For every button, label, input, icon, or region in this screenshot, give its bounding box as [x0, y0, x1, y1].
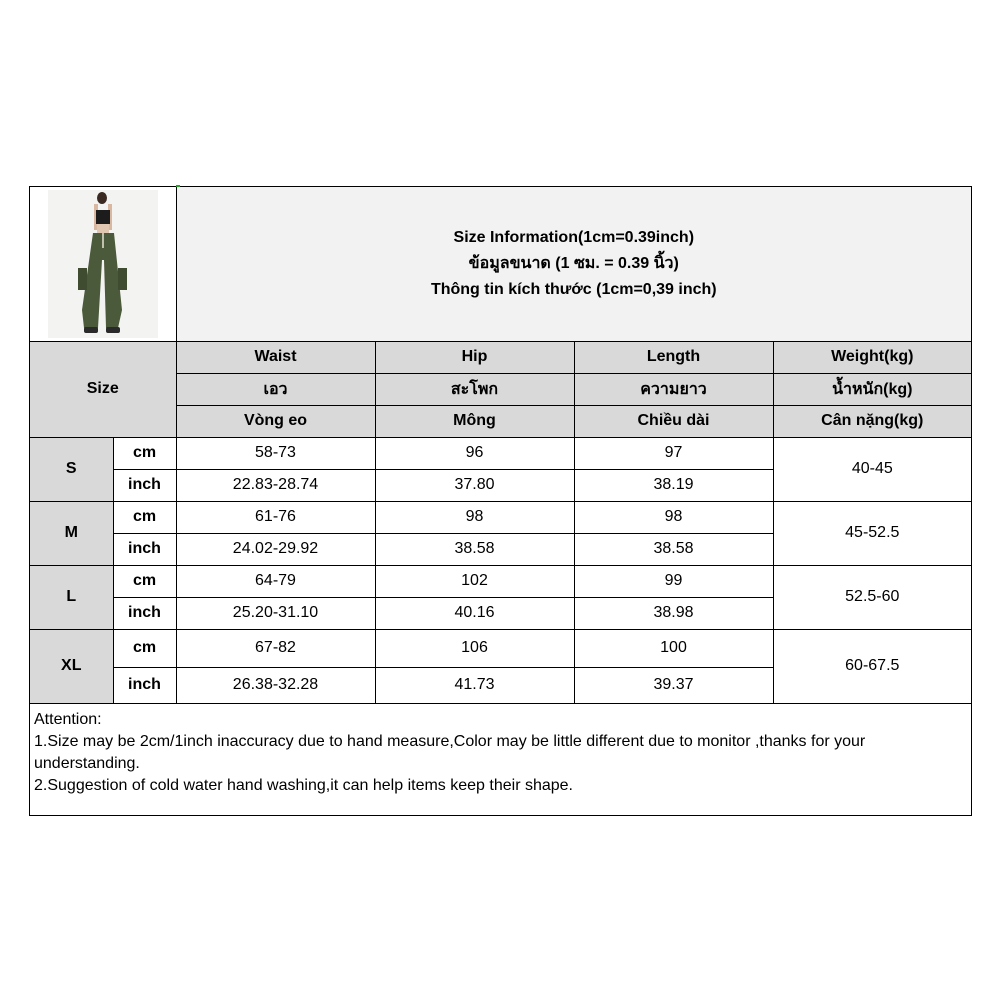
value-cell: 98 — [574, 501, 773, 533]
col-header-en: Waist — [176, 341, 375, 373]
title-en: Size Information(1cm=0.39inch) — [453, 228, 695, 246]
value-cell: 100 — [574, 629, 773, 667]
size-cell: L — [30, 565, 113, 629]
unit-cell: cm — [113, 629, 176, 667]
value-cell: 40.16 — [375, 597, 574, 629]
title-th: ข้อมูลขนาด (1 ซม. = 0.39 นิ้ว) — [468, 254, 679, 272]
value-cell: 99 — [574, 565, 773, 597]
col-header-vi: Chiều dài — [574, 405, 773, 437]
value-cell: 38.58 — [574, 533, 773, 565]
value-cell: 97 — [574, 437, 773, 469]
weight-cell: 60-67.5 — [773, 629, 971, 703]
unit-cell: inch — [113, 469, 176, 501]
col-header-en: Length — [574, 341, 773, 373]
value-cell: 25.20-31.10 — [176, 597, 375, 629]
unit-cell: inch — [113, 597, 176, 629]
col-header-en: Hip — [375, 341, 574, 373]
title-vi: Thông tin kích thước (1cm=0,39 inch) — [430, 280, 717, 298]
value-cell: 67-82 — [176, 629, 375, 667]
unit-cell: inch — [113, 533, 176, 565]
value-cell: 61-76 — [176, 501, 375, 533]
value-cell: 38.58 — [375, 533, 574, 565]
value-cell: 39.37 — [574, 667, 773, 703]
notes-heading: Attention: — [34, 711, 102, 728]
notes-line-2: 2.Suggestion of cold water hand washing,it can help items keep their shape. — [34, 777, 573, 794]
size-header: Size — [30, 341, 176, 437]
size-cell: M — [30, 501, 113, 565]
value-cell: 37.80 — [375, 469, 574, 501]
weight-cell: 52.5-60 — [773, 565, 971, 629]
unit-cell: inch — [113, 667, 176, 703]
attention-notes — [30, 707, 971, 815]
value-cell: 38.19 — [574, 469, 773, 501]
col-header-vi: Vòng eo — [176, 405, 375, 437]
product-photo — [48, 190, 158, 338]
unit-cell: cm — [113, 501, 176, 533]
size-chart — [29, 186, 972, 816]
value-cell: 38.98 — [574, 597, 773, 629]
unit-cell: cm — [113, 437, 176, 469]
col-header-en: Weight(kg) — [773, 341, 971, 373]
product-photo-cell — [30, 187, 176, 341]
size-cell: XL — [30, 629, 113, 703]
size-table — [30, 187, 971, 704]
value-cell: 96 — [375, 437, 574, 469]
weight-cell: 45-52.5 — [773, 501, 971, 565]
value-cell: 106 — [375, 629, 574, 667]
col-header-th: สะโพก — [375, 373, 574, 405]
value-cell: 26.38-32.28 — [176, 667, 375, 703]
value-cell: 41.73 — [375, 667, 574, 703]
value-cell: 24.02-29.92 — [176, 533, 375, 565]
weight-cell: 40-45 — [773, 437, 971, 501]
value-cell: 98 — [375, 501, 574, 533]
size-cell: S — [30, 437, 113, 501]
value-cell: 58-73 — [176, 437, 375, 469]
unit-cell: cm — [113, 565, 176, 597]
value-cell: 22.83-28.74 — [176, 469, 375, 501]
col-header-th: น้ำหนัก(kg) — [773, 373, 971, 405]
col-header-vi: Mông — [375, 405, 574, 437]
col-header-th: เอว — [176, 373, 375, 405]
col-header-th: ความยาว — [574, 373, 773, 405]
value-cell: 64-79 — [176, 565, 375, 597]
title-cell — [176, 187, 971, 341]
col-header-vi: Cân nặng(kg) — [773, 405, 971, 437]
notes-line-1: 1.Size may be 2cm/1inch inaccuracy due to hand measure,Color may be little different due to monitor ,thanks for your understanding. — [34, 733, 866, 772]
value-cell: 102 — [375, 565, 574, 597]
